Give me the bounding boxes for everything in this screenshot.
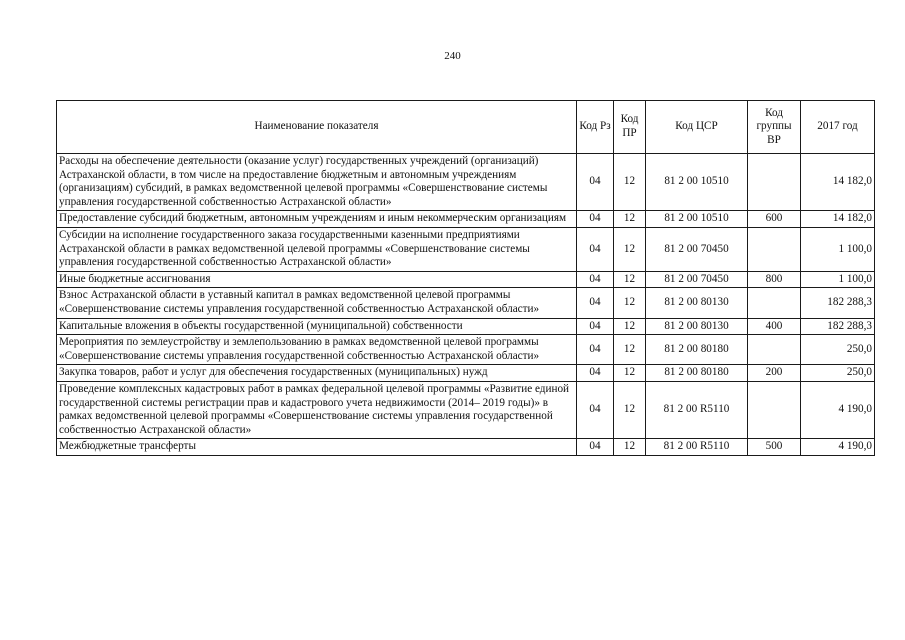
row-amount: 4 190,0 (801, 381, 875, 438)
row-vr (748, 381, 801, 438)
row-amount: 182 288,3 (801, 318, 875, 335)
row-vr (748, 154, 801, 211)
row-rz: 04 (577, 335, 614, 365)
row-amount: 250,0 (801, 335, 875, 365)
row-amount: 250,0 (801, 365, 875, 382)
row-vr: 600 (748, 211, 801, 228)
row-pr: 12 (614, 288, 646, 318)
row-vr (748, 288, 801, 318)
row-name: Иные бюджетные ассигнования (57, 271, 577, 288)
row-name: Взнос Астраханской области в уставный капитал в рамках ведомственной целевой программы «Совершенствование системы управления государственной собственностью Астраханской области» (57, 288, 577, 318)
table-row (57, 227, 875, 271)
budget-table (56, 100, 875, 456)
row-name: Предоставление субсидий бюджетным, автономным учреждениям и иным некоммерческим организациям (57, 211, 577, 228)
header-csr: Код ЦСР (646, 101, 748, 154)
row-vr: 800 (748, 271, 801, 288)
row-pr: 12 (614, 381, 646, 438)
row-csr: 81 2 00 70450 (646, 227, 748, 271)
row-rz: 04 (577, 318, 614, 335)
header-row (57, 101, 875, 154)
table-row (57, 211, 875, 228)
row-csr: 81 2 00 80130 (646, 318, 748, 335)
row-rz: 04 (577, 381, 614, 438)
row-name: Межбюджетные трансферты (57, 439, 577, 456)
row-vr: 200 (748, 365, 801, 382)
row-pr: 12 (614, 365, 646, 382)
row-amount: 4 190,0 (801, 439, 875, 456)
header-vr: Код группы ВР (748, 101, 801, 154)
row-csr: 81 2 00 10510 (646, 211, 748, 228)
row-name: Расходы на обеспечение деятельности (оказание услуг) государственных учреждений (организаций) Астраханской области, в том числе на предоставление бюджетным и автономным учреждениям (организациям) субсидий, в рамках ведомственной целевой программы «Совершенствование системы управления государственной собственностью Астраханской области» (57, 154, 577, 211)
row-rz: 04 (577, 288, 614, 318)
row-name: Капитальные вложения в объекты государственной (муниципальной) собственности (57, 318, 577, 335)
row-csr: 81 2 00 80180 (646, 365, 748, 382)
page-number: 240 (444, 50, 461, 62)
row-vr: 500 (748, 439, 801, 456)
header-year: 2017 год (801, 101, 875, 154)
row-pr: 12 (614, 227, 646, 271)
row-rz: 04 (577, 154, 614, 211)
header-name: Наименование показателя (57, 101, 577, 154)
row-name: Проведение комплексных кадастровых работ в рамках федеральной целевой программы «Развитие единой государственной системы регистрации прав и кадастрового учета недвижимости (2014– 2019 годы)» в рамках ведомственной целевой программы «Совершенствование системы управления государственной собственностью Астраханской области» (57, 381, 577, 438)
table-row (57, 288, 875, 318)
row-amount: 14 182,0 (801, 154, 875, 211)
table-row (57, 271, 875, 288)
row-rz: 04 (577, 439, 614, 456)
row-pr: 12 (614, 271, 646, 288)
row-amount: 182 288,3 (801, 288, 875, 318)
row-pr: 12 (614, 211, 646, 228)
row-rz: 04 (577, 211, 614, 228)
table-row (57, 335, 875, 365)
row-vr (748, 227, 801, 271)
row-rz: 04 (577, 271, 614, 288)
table-row (57, 154, 875, 211)
table-row (57, 365, 875, 382)
row-amount: 14 182,0 (801, 211, 875, 228)
row-csr: 81 2 00 80180 (646, 335, 748, 365)
row-pr: 12 (614, 335, 646, 365)
row-vr (748, 335, 801, 365)
row-csr: 81 2 00 R5110 (646, 381, 748, 438)
row-name: Закупка товаров, работ и услуг для обеспечения государственных (муниципальных) нужд (57, 365, 577, 382)
row-csr: 81 2 00 70450 (646, 271, 748, 288)
row-name: Мероприятия по землеустройству и землепользованию в рамках ведомственной целевой программы «Совершенствование системы управления государственной собственностью Астраханской области» (57, 335, 577, 365)
row-csr: 81 2 00 R5110 (646, 439, 748, 456)
table-row (57, 318, 875, 335)
row-name: Субсидии на исполнение государственного заказа государственными казенными предприятиями Астраханской области в рамках ведомственной целевой программы «Совершенствование системы управления государственной собственностью Астраханской области» (57, 227, 577, 271)
row-rz: 04 (577, 365, 614, 382)
row-csr: 81 2 00 10510 (646, 154, 748, 211)
row-csr: 81 2 00 80130 (646, 288, 748, 318)
table-row (57, 381, 875, 438)
row-vr: 400 (748, 318, 801, 335)
row-pr: 12 (614, 439, 646, 456)
header-rz: Код Рз (577, 101, 614, 154)
table-row (57, 439, 875, 456)
row-rz: 04 (577, 227, 614, 271)
header-pr: Код ПР (614, 101, 646, 154)
row-amount: 1 100,0 (801, 271, 875, 288)
row-amount: 1 100,0 (801, 227, 875, 271)
row-pr: 12 (614, 154, 646, 211)
row-pr: 12 (614, 318, 646, 335)
